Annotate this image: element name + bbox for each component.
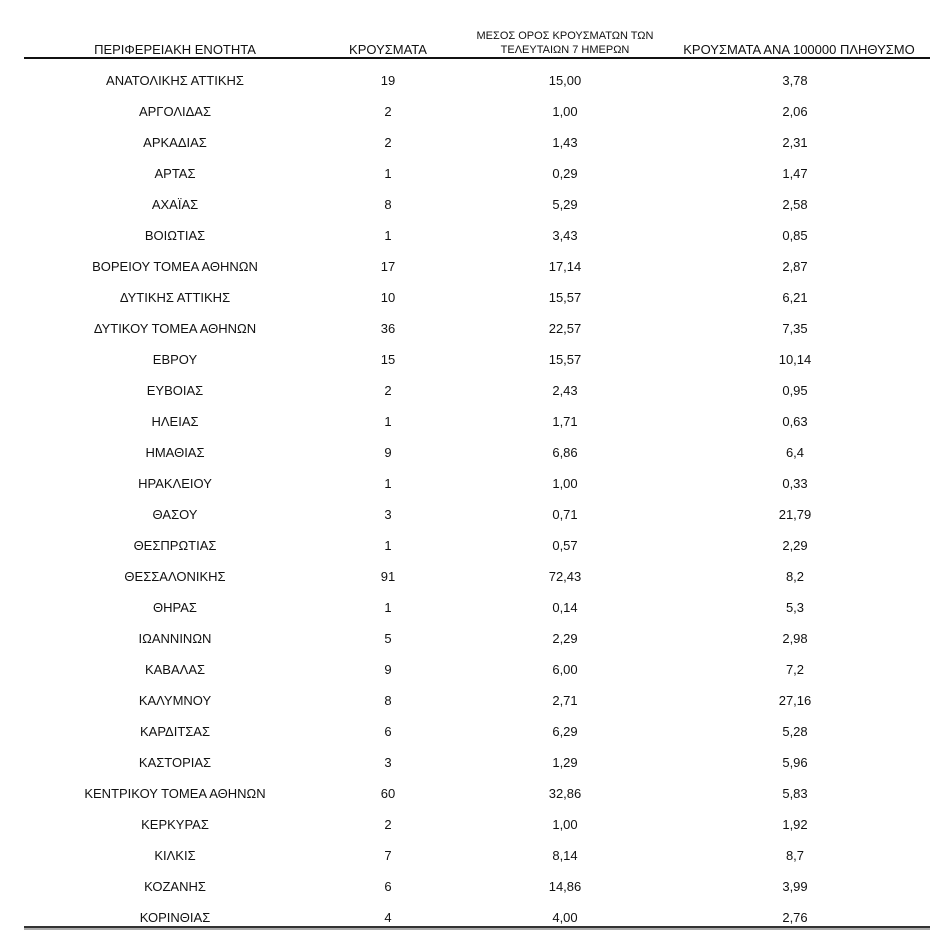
cell-cases-per-100000: 2,58	[782, 197, 808, 212]
table-row	[0, 97, 930, 128]
cell-7day-average: 0,14	[552, 600, 578, 615]
cell-regional-unit: ΕΥΒΟΙΑΣ	[146, 383, 204, 398]
cell-cases: 3	[384, 755, 392, 770]
cell-regional-unit: ΑΡΓΟΛΙΔΑΣ	[138, 104, 212, 119]
cell-cases-per-100000: 3,78	[782, 73, 808, 88]
cell-regional-unit: ΘΑΣΟΥ	[152, 507, 198, 522]
cell-7day-average: 4,00	[552, 910, 578, 925]
cell-cases-per-100000: 7,35	[782, 321, 808, 336]
cell-regional-unit: ΘΕΣΠΡΩΤΙΑΣ	[133, 538, 217, 553]
cell-cases: 91	[380, 569, 396, 584]
cell-cases: 17	[380, 259, 396, 274]
table-row	[0, 655, 930, 686]
header-regional-unit: ΠΕΡΙΦΕΡΕΙΑΚΗ ΕΝΟΤΗΤΑ	[94, 42, 256, 57]
cell-7day-average: 0,57	[552, 538, 578, 553]
cell-cases: 7	[384, 848, 392, 863]
table-header	[0, 0, 930, 60]
cell-cases: 9	[384, 445, 392, 460]
cell-cases-per-100000: 3,99	[782, 879, 808, 894]
cell-7day-average: 1,71	[552, 414, 578, 429]
cell-cases-per-100000: 2,87	[782, 259, 808, 274]
cell-regional-unit: ΑΧΑΪΑΣ	[151, 197, 199, 212]
cell-7day-average: 1,29	[552, 755, 578, 770]
header-7day-average-line-1: ΜΕΣΟΣ ΟΡΟΣ ΚΡΟΥΣΜΑΤΩΝ ΤΩΝ	[476, 30, 654, 42]
header-cases: ΚΡΟΥΣΜΑΤΑ	[349, 42, 427, 57]
table-row	[0, 283, 930, 314]
cell-regional-unit: ΗΛΕΙΑΣ	[151, 414, 199, 429]
cell-cases: 2	[384, 104, 392, 119]
cell-regional-unit: ΗΡΑΚΛΕΙΟΥ	[138, 476, 212, 491]
table-row	[0, 531, 930, 562]
cell-cases-per-100000: 0,95	[782, 383, 808, 398]
cell-cases: 1	[384, 228, 392, 243]
cell-cases-per-100000: 0,85	[782, 228, 808, 243]
cell-7day-average: 6,00	[552, 662, 578, 677]
cell-regional-unit: ΚΕΡΚΥΡΑΣ	[141, 817, 209, 832]
cell-cases-per-100000: 2,98	[782, 631, 808, 646]
table-row	[0, 221, 930, 252]
table-row	[0, 438, 930, 469]
cell-cases-per-100000: 5,96	[782, 755, 808, 770]
cell-regional-unit: ΗΜΑΘΙΑΣ	[145, 445, 205, 460]
table-row	[0, 500, 930, 531]
table-row	[0, 562, 930, 593]
table-row	[0, 159, 930, 190]
cell-cases-per-100000: 6,4	[785, 445, 805, 460]
cell-cases-per-100000: 21,79	[778, 507, 812, 522]
cell-cases: 10	[380, 290, 396, 305]
table-row	[0, 190, 930, 221]
table-row	[0, 872, 930, 903]
header-cases-per-100000: ΚΡΟΥΣΜΑΤΑ ΑΝΑ 100000 ΠΛΗΘΥΣΜΟ	[683, 42, 915, 57]
cell-cases: 1	[384, 476, 392, 491]
header-divider	[24, 57, 930, 59]
cell-cases: 9	[384, 662, 392, 677]
table-row	[0, 624, 930, 655]
cell-regional-unit: ΚΟΖΑΝΗΣ	[144, 879, 206, 894]
cell-regional-unit: ΚΑΛΥΜΝΟΥ	[138, 693, 212, 708]
cell-cases-per-100000: 1,47	[782, 166, 808, 181]
cell-7day-average: 1,00	[552, 476, 578, 491]
cell-7day-average: 0,71	[552, 507, 578, 522]
table-row	[0, 345, 930, 376]
cell-cases-per-100000: 2,31	[782, 135, 808, 150]
cell-regional-unit: ΚΑΒΑΛΑΣ	[144, 662, 206, 677]
cell-7day-average: 2,29	[552, 631, 578, 646]
cell-regional-unit: ΚΙΛΚΙΣ	[154, 848, 196, 863]
cell-cases-per-100000: 2,76	[782, 910, 808, 925]
cell-7day-average: 15,00	[548, 73, 582, 88]
cell-cases: 19	[380, 73, 396, 88]
cell-7day-average: 22,57	[548, 321, 582, 336]
table-row	[0, 469, 930, 500]
cell-regional-unit: ΘΕΣΣΑΛΟΝΙΚΗΣ	[124, 569, 226, 584]
cell-7day-average: 15,57	[548, 352, 582, 367]
cell-regional-unit: ΔΥΤΙΚΗΣ ΑΤΤΙΚΗΣ	[119, 290, 231, 305]
cell-7day-average: 6,86	[552, 445, 578, 460]
cell-7day-average: 1,00	[552, 104, 578, 119]
cell-cases: 15	[380, 352, 396, 367]
cell-regional-unit: ΔΥΤΙΚΟΥ ΤΟΜΕΑ ΑΘΗΝΩΝ	[93, 321, 257, 336]
cell-regional-unit: ΙΩΑΝΝΙΝΩΝ	[138, 631, 212, 646]
cell-regional-unit: ΒΟΙΩΤΙΑΣ	[144, 228, 206, 243]
cell-cases-per-100000: 2,06	[782, 104, 808, 119]
cell-cases-per-100000: 0,63	[782, 414, 808, 429]
cell-cases-per-100000: 7,2	[785, 662, 805, 677]
cell-cases: 1	[384, 600, 392, 615]
cell-cases: 2	[384, 383, 392, 398]
cell-7day-average: 2,71	[552, 693, 578, 708]
cell-regional-unit: ΚΑΣΤΟΡΙΑΣ	[138, 755, 212, 770]
cell-cases-per-100000: 0,33	[782, 476, 808, 491]
cell-7day-average: 72,43	[548, 569, 582, 584]
table-row	[0, 314, 930, 345]
table-row	[0, 841, 930, 872]
cell-cases-per-100000: 10,14	[778, 352, 812, 367]
cell-cases: 6	[384, 879, 392, 894]
table-body	[0, 66, 930, 934]
cell-cases: 1	[384, 414, 392, 429]
cell-cases: 5	[384, 631, 392, 646]
table-row	[0, 66, 930, 97]
cell-regional-unit: ΚΟΡΙΝΘΙΑΣ	[139, 910, 211, 925]
cell-7day-average: 2,43	[552, 383, 578, 398]
cell-7day-average: 15,57	[548, 290, 582, 305]
cell-7day-average: 14,86	[548, 879, 582, 894]
cell-cases: 60	[380, 786, 396, 801]
cell-7day-average: 8,14	[552, 848, 578, 863]
table-row	[0, 376, 930, 407]
cell-cases: 8	[384, 197, 392, 212]
cell-cases: 2	[384, 817, 392, 832]
table-bottom-border-shadow	[24, 928, 930, 930]
cell-regional-unit: ΕΒΡΟΥ	[152, 352, 198, 367]
cell-regional-unit: ΑΡΚΑΔΙΑΣ	[143, 135, 207, 150]
cell-7day-average: 1,00	[552, 817, 578, 832]
table-row	[0, 407, 930, 438]
table-row	[0, 748, 930, 779]
cell-cases-per-100000: 5,28	[782, 724, 808, 739]
cell-cases: 2	[384, 135, 392, 150]
header-7day-average-line-2: ΤΕΛΕΥΤΑΙΩΝ 7 ΗΜΕΡΩΝ	[500, 44, 630, 56]
header-7day-average	[455, 29, 675, 57]
table-row	[0, 252, 930, 283]
table-row	[0, 686, 930, 717]
table-row	[0, 128, 930, 159]
cell-7day-average: 32,86	[548, 786, 582, 801]
cell-cases-per-100000: 5,83	[782, 786, 808, 801]
cell-regional-unit: ΒΟΡΕΙΟΥ ΤΟΜΕΑ ΑΘΗΝΩΝ	[92, 259, 258, 274]
cell-7day-average: 5,29	[552, 197, 578, 212]
cell-cases-per-100000: 5,3	[785, 600, 805, 615]
cell-cases: 3	[384, 507, 392, 522]
table-row	[0, 810, 930, 841]
cell-cases: 8	[384, 693, 392, 708]
cell-regional-unit: ΑΝΑΤΟΛΙΚΗΣ ΑΤΤΙΚΗΣ	[106, 73, 244, 88]
cell-regional-unit: ΚΕΝΤΡΙΚΟΥ ΤΟΜΕΑ ΑΘΗΝΩΝ	[84, 786, 266, 801]
table-row	[0, 717, 930, 748]
cell-regional-unit: ΘΗΡΑΣ	[153, 600, 197, 615]
cell-7day-average: 3,43	[552, 228, 578, 243]
cell-cases-per-100000: 8,2	[785, 569, 805, 584]
cell-cases-per-100000: 1,92	[782, 817, 808, 832]
cell-7day-average: 6,29	[552, 724, 578, 739]
cell-cases: 4	[384, 910, 392, 925]
cell-cases: 1	[384, 166, 392, 181]
cell-7day-average: 1,43	[552, 135, 578, 150]
cell-cases-per-100000: 8,7	[785, 848, 805, 863]
cell-7day-average: 0,29	[552, 166, 578, 181]
cell-cases-per-100000: 27,16	[778, 693, 812, 708]
cell-7day-average: 17,14	[548, 259, 582, 274]
cell-cases: 1	[384, 538, 392, 553]
cell-regional-unit: ΚΑΡΔΙΤΣΑΣ	[139, 724, 211, 739]
cell-cases-per-100000: 6,21	[782, 290, 808, 305]
cell-regional-unit: ΑΡΤΑΣ	[154, 166, 196, 181]
table-row	[0, 593, 930, 624]
cell-cases: 6	[384, 724, 392, 739]
cell-cases-per-100000: 2,29	[782, 538, 808, 553]
table-row	[0, 779, 930, 810]
cell-cases: 36	[380, 321, 396, 336]
